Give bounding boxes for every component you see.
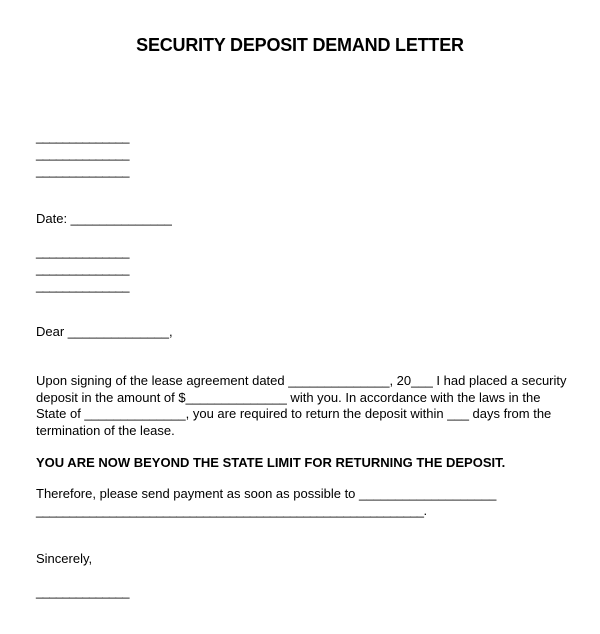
sender-address-line-1: ______________	[36, 129, 129, 144]
closing: Sincerely,	[36, 551, 93, 566]
body-line-3: State of ______________, you are required to return the deposit within ___ days from the	[36, 406, 552, 421]
body-line-2: deposit in the amount of $______________ with you. In accordance with the laws in the	[36, 389, 541, 405]
payment-request-continuation: __________________________________________________________.	[36, 503, 427, 518]
sender-address-line-3: ______________	[36, 163, 129, 178]
recipient-address-line-1: ______________	[36, 244, 129, 259]
recipient-address-line-2: ______________	[36, 261, 129, 276]
body-line-1: Upon signing of the lease agreement dated ______________, 20___ I had placed a security	[36, 373, 567, 388]
deadline-notice: YOU ARE NOW BEYOND THE STATE LIMIT FOR RETURNING THE DEPOSIT.	[36, 455, 506, 470]
body-paragraph	[36, 373, 566, 439]
letter-title: SECURITY DEPOSIT DEMAND LETTER	[136, 35, 464, 55]
body-line-4: termination of the lease.	[36, 422, 175, 438]
payment-request: Therefore, please send payment as soon as possible to ___________________	[36, 486, 497, 501]
date-field: Date: ______________	[36, 211, 172, 226]
sender-address-line-2: ______________	[36, 146, 129, 161]
signature-line: ______________	[36, 584, 129, 599]
salutation: Dear ______________,	[36, 324, 173, 339]
recipient-address-line-3: ______________	[36, 278, 129, 293]
